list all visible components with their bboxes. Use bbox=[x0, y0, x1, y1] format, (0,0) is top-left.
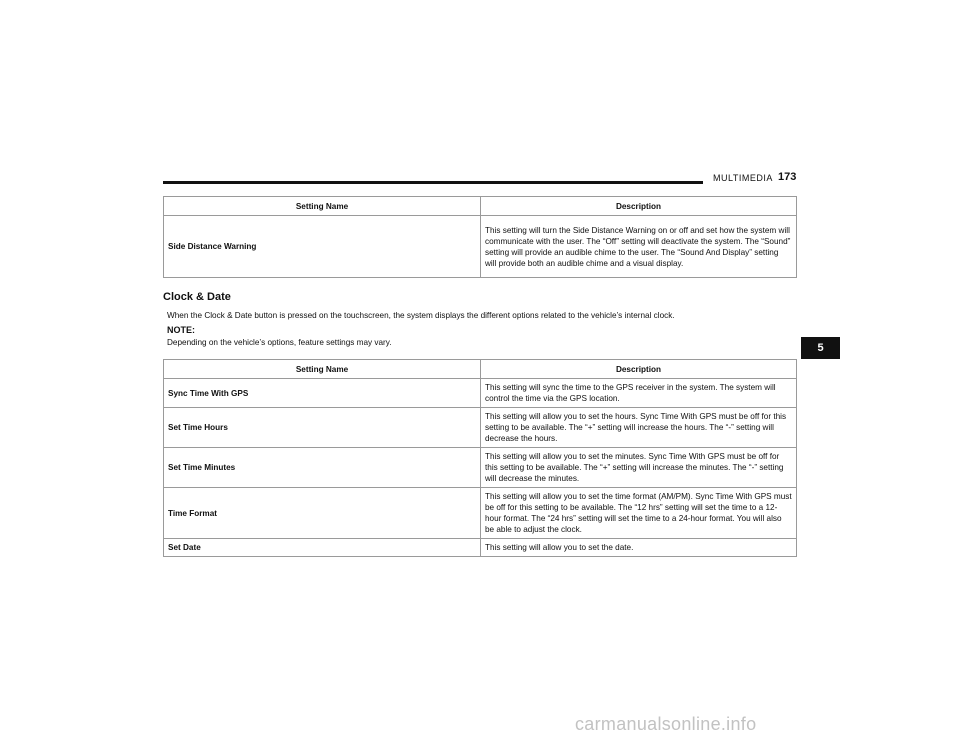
column-header-description: Description bbox=[481, 197, 797, 216]
section-header: MULTIMEDIA bbox=[713, 173, 773, 183]
setting-description-cell: This setting will turn the Side Distance Warning on or off and set how the system will communicate with the user. The “Off” setting will deactivate the system. The “Sound” setting will provide an audible chime to the user. The “Sound And Display” setting will provide both an audible chime and a visual display. bbox=[481, 216, 797, 278]
note-label: NOTE: bbox=[167, 325, 195, 335]
table-row bbox=[164, 408, 797, 448]
setting-name-cell: Set Date bbox=[164, 539, 481, 557]
chapter-tab: 5 bbox=[801, 337, 840, 359]
table-row bbox=[164, 539, 797, 557]
section-intro: When the Clock & Date button is pressed on the touchscreen, the system displays the different options related to the vehicle’s internal clock. bbox=[167, 311, 675, 320]
setting-description-cell: This setting will allow you to set the time format (AM/PM). Sync Time With GPS must be off for this setting to be available. The “12 hrs” setting will set the time to a 12-hour format. The “24 hrs” setting will set the time to a 24-hour format. You will also be able to adjust the clock. bbox=[481, 488, 797, 539]
setting-description-cell: This setting will sync the time to the GPS receiver in the system. The system will control the time via the GPS location. bbox=[481, 379, 797, 408]
table-row bbox=[164, 448, 797, 488]
setting-description-cell: This setting will allow you to set the hours. Sync Time With GPS must be off for this setting to be available. The “+” setting will increase the hours. The “-” setting will decrease the hours. bbox=[481, 408, 797, 448]
column-header-setting-name: Setting Name bbox=[164, 360, 481, 379]
table-row bbox=[164, 488, 797, 539]
column-header-setting-name: Setting Name bbox=[164, 197, 481, 216]
setting-name-cell: Sync Time With GPS bbox=[164, 379, 481, 408]
column-header-description: Description bbox=[481, 360, 797, 379]
header-rule bbox=[163, 181, 703, 184]
page-number: 173 bbox=[778, 171, 797, 183]
settings-table-side-distance bbox=[163, 196, 797, 278]
section-title: Clock & Date bbox=[163, 291, 231, 303]
setting-name-cell: Side Distance Warning bbox=[164, 216, 481, 278]
setting-name-cell: Set Time Minutes bbox=[164, 448, 481, 488]
setting-name-cell: Set Time Hours bbox=[164, 408, 481, 448]
watermark-text: carmanualsonline.info bbox=[575, 714, 757, 734]
table-header-row bbox=[164, 360, 797, 379]
table-header-row bbox=[164, 197, 797, 216]
note-text: Depending on the vehicle’s options, feature settings may vary. bbox=[167, 338, 392, 347]
table-row bbox=[164, 216, 797, 278]
table-row bbox=[164, 379, 797, 408]
setting-name-cell: Time Format bbox=[164, 488, 481, 539]
setting-description-cell: This setting will allow you to set the date. bbox=[481, 539, 797, 557]
setting-description-cell: This setting will allow you to set the minutes. Sync Time With GPS must be off for this setting to be available. The “+” setting will increase the minutes. The “-” setting will decrease the minutes. bbox=[481, 448, 797, 488]
settings-table-clock-date bbox=[163, 359, 797, 557]
